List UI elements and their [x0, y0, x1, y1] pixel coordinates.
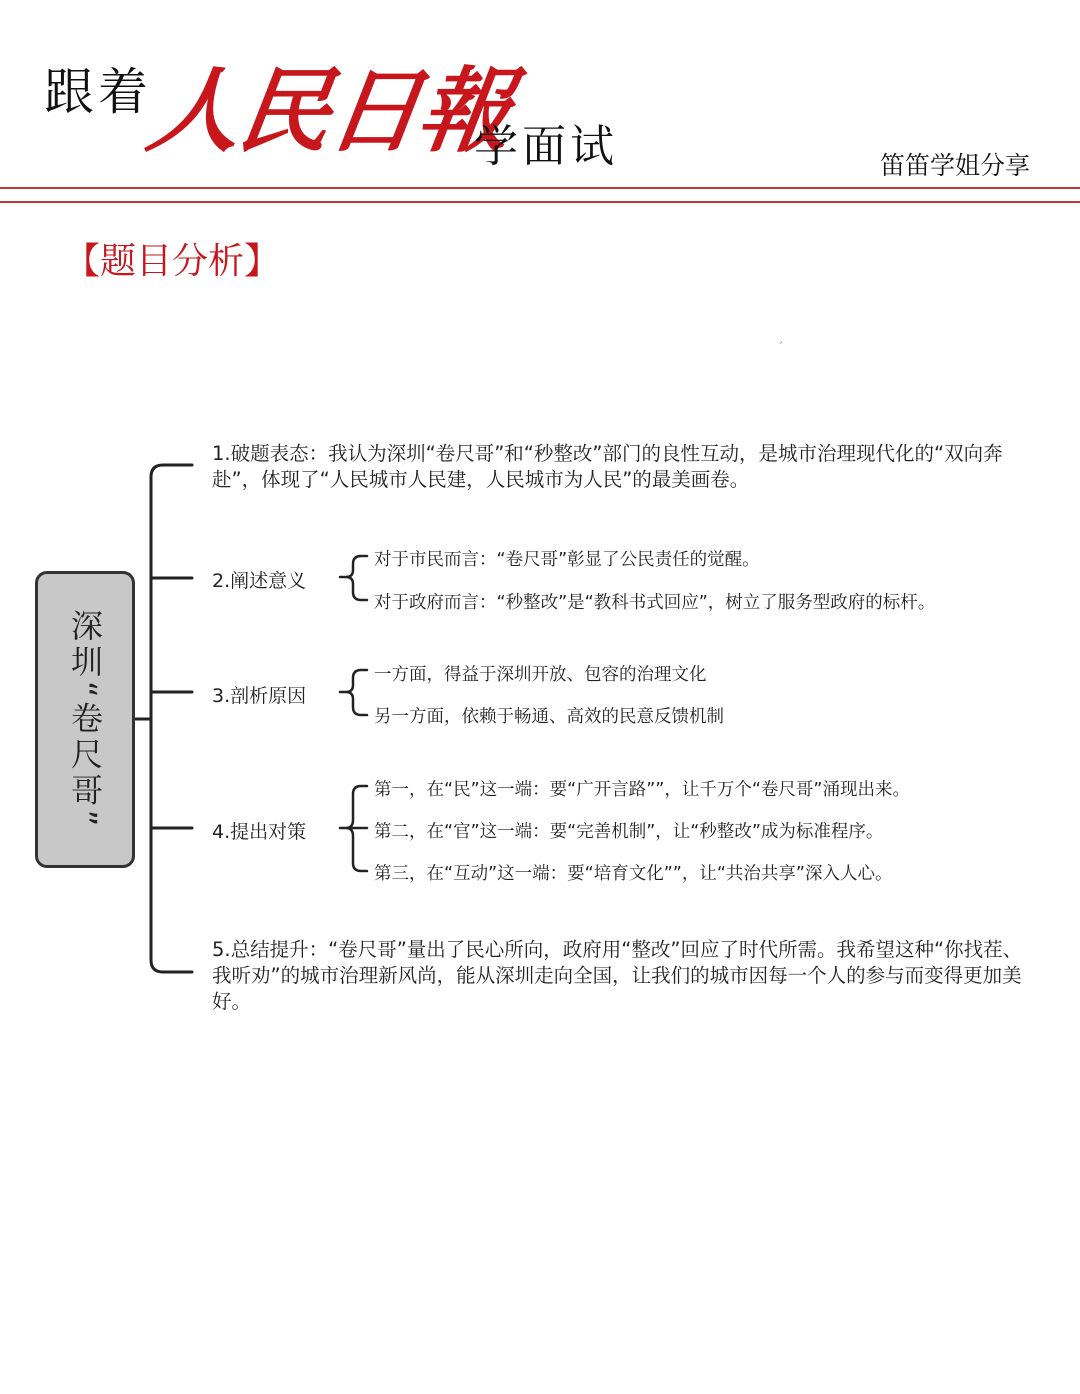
branch-2-item: 对于市民而言：“卷尺哥”彰显了公民责任的觉醒。 [374, 550, 760, 570]
brace-3 [346, 670, 367, 715]
branch-5-text: 5.总结提升：“卷尺哥”量出了民心所向，政府用“整改”回应了时代所需。我希望这种“你找茬、我听劝”的城市治理新风尚，能从深圳走向全国，让我们的城市因每一个人的参与而变得更加美好。 [212, 938, 1023, 1013]
header-brand-logo: 人民日報 [141, 57, 517, 165]
branch-3-item: 一方面，得益于深圳开放、包容的治理文化 [374, 665, 707, 685]
central-topic-label: 深圳“卷尺哥” [66, 608, 104, 831]
branch-3-item: 另一方面，依赖于畅通、高效的民意反馈机制 [374, 707, 724, 727]
branch-1-text: 1.破题表态：我认为深圳“卷尺哥”和“秒整改”部门的良性互动，是城市治理现代化的“双向奔赴”，体现了“人民城市人民建，人民城市为人民”的最美画卷。 [212, 442, 1003, 491]
central-topic-node [35, 571, 135, 868]
branch-4-item: 第三，在“互动”这一端：要“培育文化””，让“共治共享”深入人心。 [374, 864, 893, 884]
author-credit: 笛笛学姐分享 [879, 151, 1030, 180]
branch-4-item: 第一，在“民”这一端：要“广开言路””，让千万个“卷尺哥”涌现出来。 [374, 780, 910, 800]
stray-mark: ˏ [778, 333, 783, 344]
branch-2-item: 对于政府而言：“秒整改”是“教科书式回应”，树立了服务型政府的标杆。 [374, 593, 936, 613]
section-title: 【题目分析】 [64, 241, 281, 282]
header-prefix: 跟着 [44, 63, 152, 121]
branch-3-label: 3.剖析原因 [212, 685, 307, 707]
branch-2-label: 2.阐述意义 [212, 570, 307, 592]
branch-4-label: 4.提出对策 [212, 821, 307, 843]
brace-2 [346, 556, 367, 600]
branch-4-item: 第二，在“官”这一端：要“完善机制”，让“秒整改”成为标准程序。 [374, 822, 884, 842]
connector-trunk [151, 465, 192, 972]
header-suffix: 学面试 [474, 121, 618, 172]
